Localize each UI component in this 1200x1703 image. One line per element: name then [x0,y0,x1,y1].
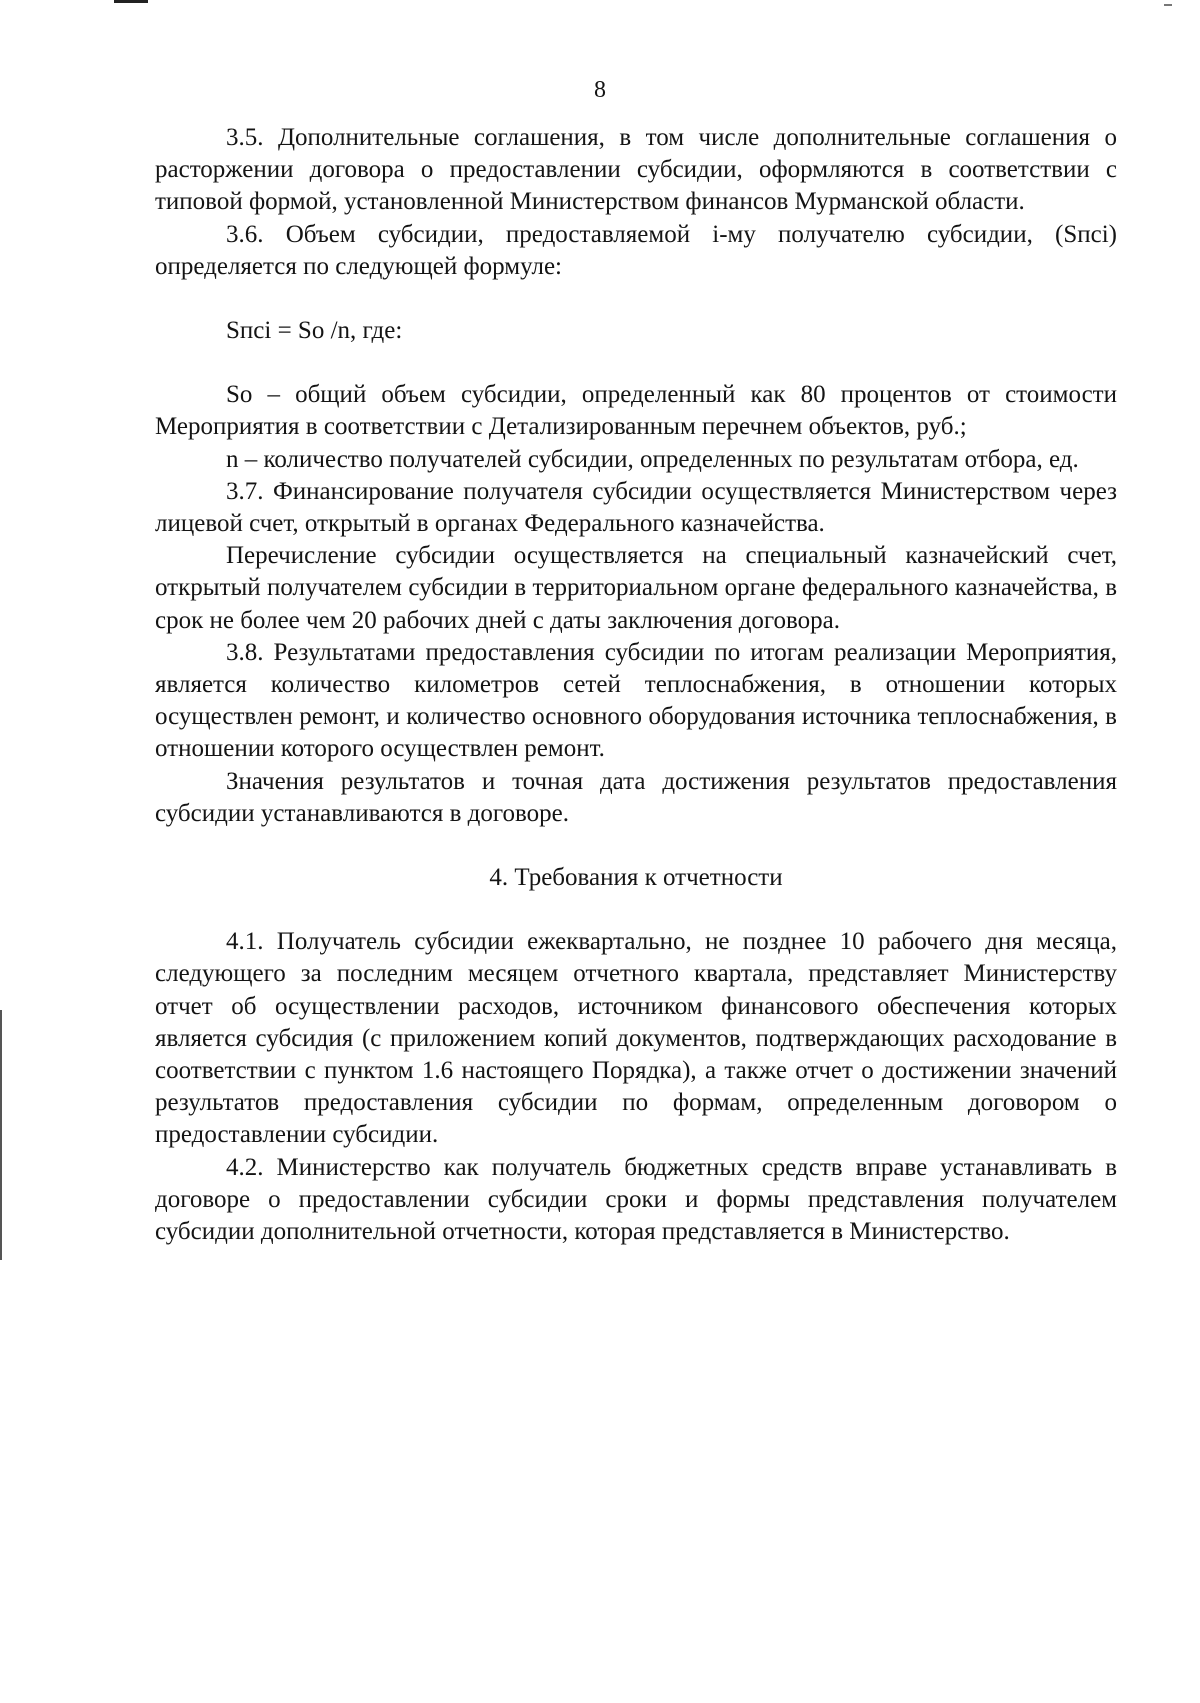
definition-n: n – количество получателей субсидии, определенных по результатам отбора, ед. [226,445,1079,473]
paragraph-4-2: 4.2. Министерство как получатель бюджетных средств вправе устанавливать в договоре о предоставлении субсидии сроки и формы представления получателем субсидии дополнительной отчетности, которая представляется в Министерство. [155,1153,1117,1246]
document-body [155,122,1117,1248]
subsidy-formula: Sпсі = Sо /n, где: [226,317,403,345]
paragraph-3-8: 3.8. Результатами предоставления субсидии по итогам реализации Мероприятия, является количество километров сетей теплоснабжения, в отношении которых осуществлен ремонт, и количество основного оборудования источника теплоснабжения, в отношении которого осуществлен ремонт. [155,638,1117,763]
scan-artifact-top [114,0,148,3]
page-number: 8 [594,77,606,103]
scan-artifact-right [1164,4,1172,6]
section-4-heading: 4. Требования к отчетности [489,864,783,892]
definition-so: Sо – общий объем субсидии, определенный как 80 процентов от стоимости Мероприятия в соответствии с Детализированным перечнем объектов, руб.; [155,381,1117,441]
paragraph-3-7-transfer: Перечисление субсидии осуществляется на специальный казначейский счет, открытый получателем субсидии в территориальном органе федерального казначейства, в срок не более чем 20 рабочих дней с даты заключения договора. [155,542,1117,634]
paragraph-3-6: 3.6. Объем субсидии, предоставляемой i-му получателю субсидии, (Sпсі) определяется по следующей формуле: [155,220,1117,280]
paragraph-3-5: 3.5. Дополнительные соглашения, в том числе дополнительные соглашения о расторжении договора о предоставлении субсидии, оформляются в соответствии с типовой формой, установленной Министерством финансов Мурманской области. [155,124,1117,216]
paragraph-3-7: 3.7. Финансирование получателя субсидии осуществляется Министерством через лицевой счет, открытый в органах Федерального казначейства. [155,477,1117,538]
paragraph-3-8-values: Значения результатов и точная дата достижения результатов предоставления субсидии устанавливаются в договоре. [155,767,1117,827]
paragraph-4-1: 4.1. Получатель субсидии ежеквартально, не позднее 10 рабочего дня месяца, следующего за последним месяцем отчетного квартала, представляет Министерству отчет об осуществлении расходов, источником финансового обеспечения которых является субсидия (с приложением копий документов, подтверждающих расходование в соответствии с пунктом 1.6 настоящего Порядка), а также отчет о достижении значений результатов предоставления субсидии по формам, определенным договором о предоставлении субсидии. [155,928,1117,1149]
scan-edge-left [0,1010,2,1260]
